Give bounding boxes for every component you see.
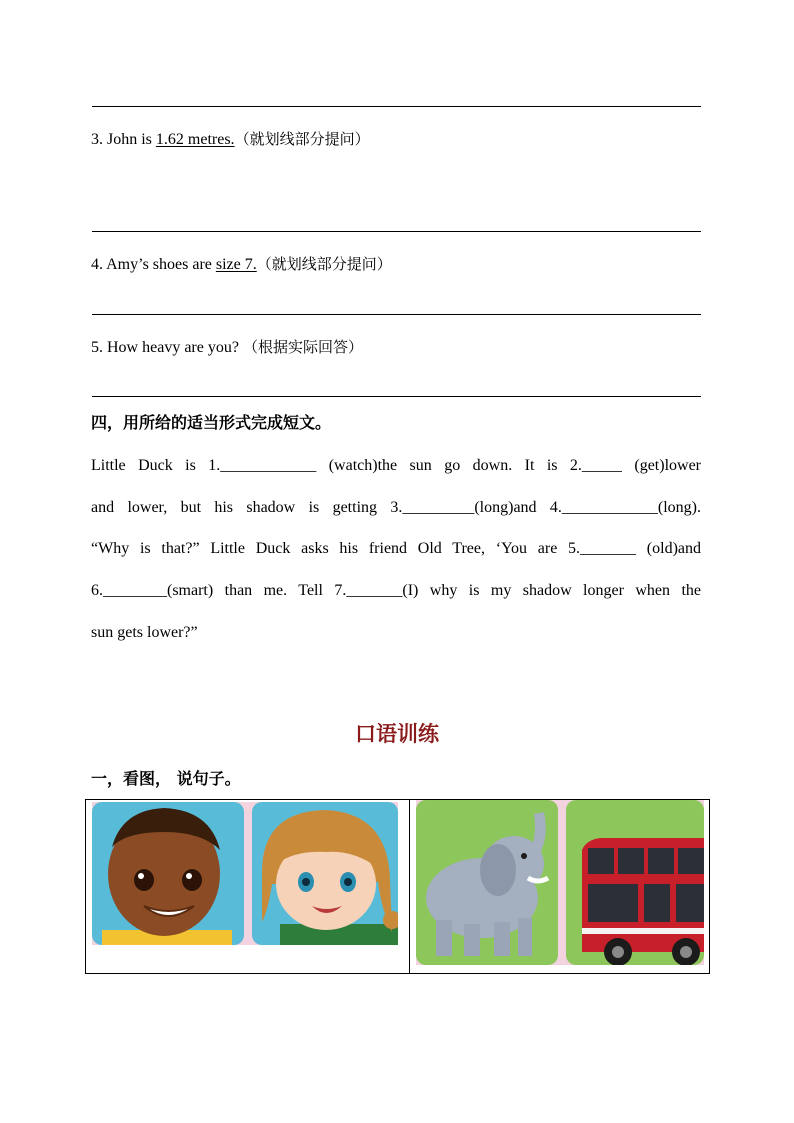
question-3-underlined: 1.62 metres. — [155, 131, 235, 148]
picture-cell-elephant-bus — [409, 800, 709, 974]
question-5-note: （根据实际回答） — [242, 338, 363, 356]
elephant-bus-illustration — [416, 800, 704, 965]
picture-cell-children — [86, 800, 410, 974]
answer-line-q4 — [92, 314, 701, 315]
answer-line-q2 — [92, 106, 701, 107]
answer-line-q5 — [92, 396, 701, 397]
question-4-underlined: size 7. — [215, 256, 257, 273]
question-3 — [91, 129, 370, 150]
oral-section-1-heading: 一，看图， 说句子。 — [91, 769, 241, 788]
question-5 — [91, 337, 363, 358]
question-4-note: （就划线部分提问） — [256, 255, 392, 273]
passage-line-4: 6.________(smart) than me. Tell 7._______(I) why is my shadow longer when the — [91, 582, 701, 599]
children-illustration — [92, 802, 398, 945]
oral-training-title: 口语训练 — [355, 722, 439, 746]
question-4 — [91, 254, 392, 275]
section-4-heading: 四，用所给的适当形式完成短文。 — [91, 413, 332, 432]
picture-table — [85, 799, 710, 974]
passage-line-5: sun gets lower?” — [91, 624, 198, 641]
passage-line-2: and lower, but his shadow is getting 3._________(long)and 4.____________(long). — [91, 499, 701, 516]
passage-line-3: “Why is that?” Little Duck asks his friend Old Tree, ‘You are 5._______ (old)and — [91, 540, 701, 557]
answer-line-q3 — [92, 231, 701, 232]
passage-line-1: Little Duck is 1.____________ (watch)the sun go down. It is 2._____ (get)lower — [91, 457, 701, 474]
question-3-text: 3. John is — [91, 131, 156, 148]
question-5-text: 5. How heavy are you? — [91, 339, 243, 356]
question-3-note: （就划线部分提问） — [234, 130, 370, 148]
question-4-text: 4. Amy’s shoes are — [91, 256, 216, 273]
bus-figure — [582, 838, 704, 965]
